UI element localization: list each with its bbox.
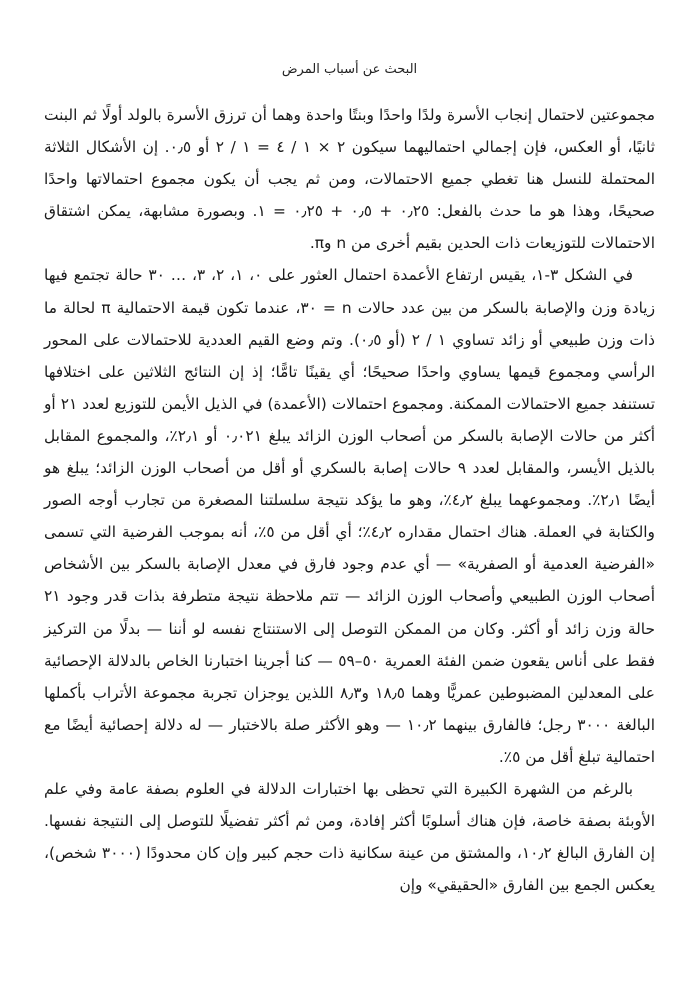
body-paragraph: بالرغم من الشهرة الكبيرة التي تحظى بها اختبارات الدلالة في العلوم بصفة عامة وفي علم الأوبئة بصفة خاصة، فإن هناك أسلوبًا أكثر إفادة، ومن ثم أكثر تفضيلًا للتوصل إلى النتيجة نفسها. إن الفارق البالغ ١٠٫٢، والمشتق من عينة سكانية ذات حجم كبير وإن كان محدودًا (٣٠٠٠ شخص)، يعكس الجمع بين الفارق «الحقيقي» وإن <box>44 779 655 895</box>
body-paragraph: مجموعتين لاحتمال إنجاب الأسرة ولدًا واحدًا وبنتًا واحدة وهما أن ترزق الأسرة بالولد أولًا ثم البنت ثانيًا، أو العكس، فإن إجمالي احتماليهما سيكون ٢ × ١ / ٤ = ١ / ٢ أو ٠٫٥. إن الأشكال الثلاثة المحتملة للنسل هنا تغطي جميع الاحتمالات، ومن ثم يجب أن يكون مجموع احتمالاتها واحدًا صحيحًا، وهذا هو ما حدث بالفعل: ٠٫٢٥ + ٠٫٥ + ٠٫٢٥ = ١. وبصورة مشابهة، يمكن اشتقاق الاحتمالات للتوزيعات ذات الحدين بقيم أخرى من n وπ. <box>44 106 655 253</box>
running-header: البحث عن أسباب المرض <box>281 62 418 77</box>
body-paragraph: في الشكل ٣-١، يقيس ارتفاع الأعمدة احتمال العثور على ٠، ١، ٢، ٣، … ٣٠ حالة تجتمع فيها زيادة وزن والإصابة بالسكر من بين عدد حالات n = ٣٠، عندما تكون قيمة الاحتمالية π لحالة ما ذات وزن طبيعي أو زائد تساوي ١ / ٢ (أو ٠٫٥). وتم وضع القيم العددية للاحتمالات على المحور الرأسي ومجموع قيمها يساوي واحدًا صحيحًا؛ أي يقينًا تامًّا؛ إذ إن النتائج الثلاثين على اختلافها تستنفد جميع الاحتمالات الممكنة. ومجموع احتمالات (الأعمدة) في الذيل الأيمن للتوزيع لعدد ٢١ أو أكثر من حالات الإصابة بالسكر من أصحاب الوزن الزائد يبلغ ٠٫٠٢١ أو ٢٫١٪، والمجموع المقابل بالذيل الأيسر، والمقابل لعدد ٩ حالات إصابة بالسكري أو أقل من أصحاب الوزن الزائد؛ يبلغ هو أيضًا ٢٫١٪. ومجموعهما يبلغ ٤٫٢٪، وهو ما يؤكد نتيجة سلسلتنا المصغرة من تجارب أوجه الصور والكتابة في العملة. هناك احتمال مقداره ٤٫٢٪؛ أي أقل من ٥٪، أنه بموجب الفرضية التي تسمى «الفرضية العدمية أو الصفرية» — أي عدم وجود فارق في معدل الإصابة بالسكر بين الأشخاص أصحاب الوزن الطبيعي وأصحاب الوزن الزائد — تتم ملاحظة نتيجة متطرفة بذات قدر وجود ٢١ حالة وزن زائد أو أكثر. وكان من الممكن التوصل إلى الاستنتاج نفسه لو أننا — بدلًا من التركيز فقط على أناس يقعون ضمن الفئة العمرية ٥٠–٥٩ — كنا أجرينا اختبارنا الخاص بالدلالة الإحصائية على المعدلين المضبوطين عمريًّا وهما ١٨٫٥ و٨٫٣ اللذين يوجزان تجربة مجموعة الأتراب بأكملها البالغة ٣٠٠٠ رجل؛ فالفارق بينهما ١٠٫٢ — وهو الأكثر صلة بالاختبار — له دلالة إحصائية أيضًا مع احتمالية تبلغ أقل من ٥٪. <box>44 266 656 766</box>
